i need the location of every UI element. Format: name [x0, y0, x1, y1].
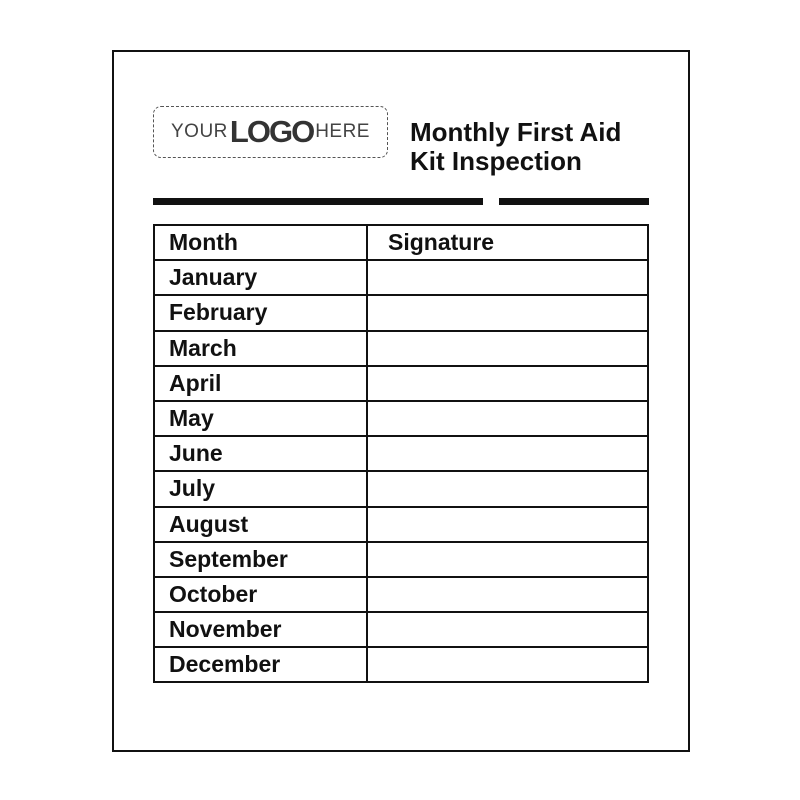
signature-cell[interactable] — [367, 436, 648, 471]
month-cell: January — [154, 260, 367, 295]
signature-cell[interactable] — [367, 507, 648, 542]
signature-cell[interactable] — [367, 647, 648, 682]
month-cell: November — [154, 612, 367, 647]
month-cell: December — [154, 647, 367, 682]
table-row — [154, 436, 648, 471]
table-row — [154, 647, 648, 682]
signature-cell[interactable] — [367, 577, 648, 612]
month-cell: September — [154, 542, 367, 577]
table-row — [154, 401, 648, 436]
logo-text-here: HERE — [315, 121, 370, 142]
month-cell: October — [154, 577, 367, 612]
signature-cell[interactable] — [367, 612, 648, 647]
page-title — [410, 118, 621, 176]
logo-text-logo: LOGO — [229, 114, 314, 149]
table-row — [154, 542, 648, 577]
signature-cell[interactable] — [367, 295, 648, 330]
header-signature: Signature — [367, 225, 648, 260]
month-cell: March — [154, 331, 367, 366]
divider-right — [499, 198, 649, 205]
divider-left — [153, 198, 483, 205]
logo-text-your: YOUR — [171, 121, 228, 142]
month-cell: July — [154, 471, 367, 506]
table-row — [154, 366, 648, 401]
month-cell: May — [154, 401, 367, 436]
header-month: Month — [154, 225, 367, 260]
signature-cell[interactable] — [367, 366, 648, 401]
title-line-1: Monthly First Aid — [410, 117, 622, 147]
month-cell: February — [154, 295, 367, 330]
month-cell: April — [154, 366, 367, 401]
table-row — [154, 577, 648, 612]
table-row — [154, 507, 648, 542]
table-row — [154, 260, 648, 295]
table-row — [154, 612, 648, 647]
title-line-2: Kit Inspection — [410, 146, 582, 176]
table-row — [154, 331, 648, 366]
table-row — [154, 471, 648, 506]
signature-cell[interactable] — [367, 401, 648, 436]
signature-cell[interactable] — [367, 260, 648, 295]
signature-cell[interactable] — [367, 471, 648, 506]
inspection-table — [153, 224, 649, 683]
month-cell: August — [154, 507, 367, 542]
table-header-row — [154, 225, 648, 260]
signature-cell[interactable] — [367, 542, 648, 577]
signature-cell[interactable] — [367, 331, 648, 366]
table-row — [154, 295, 648, 330]
month-cell: June — [154, 436, 367, 471]
logo-placeholder — [153, 106, 388, 158]
